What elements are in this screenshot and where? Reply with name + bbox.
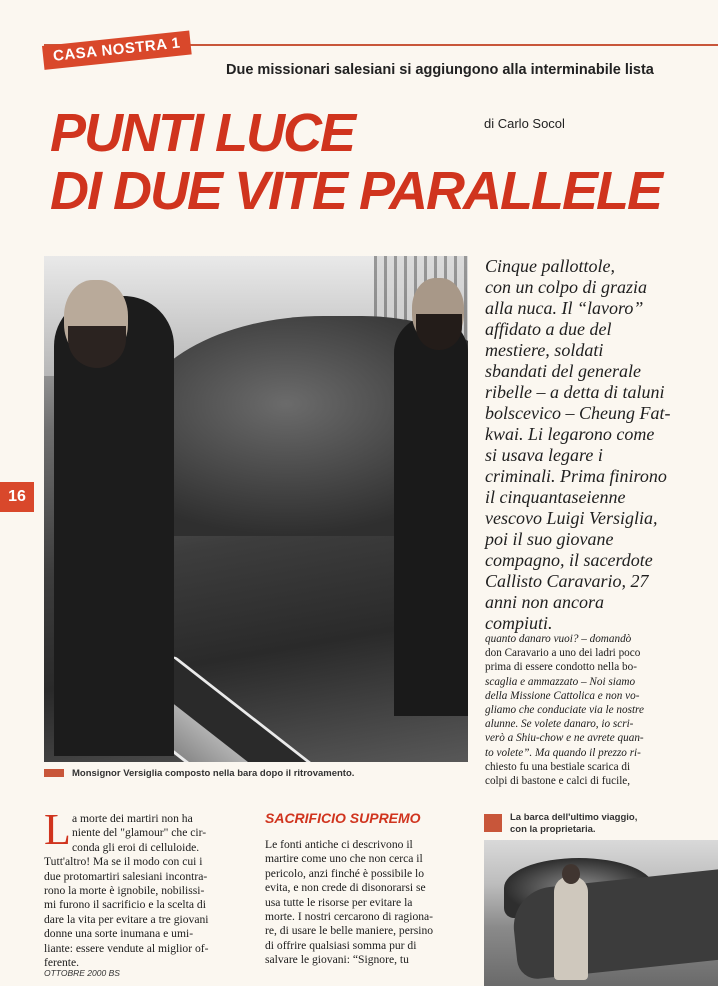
caption-marker — [484, 814, 502, 832]
lead-line: compiuti. — [485, 613, 553, 633]
text-line: morte. I nostri cercarono di ragiona- — [265, 910, 434, 924]
text-line: mi furono il sacrificio e la scelta di — [44, 898, 206, 912]
text-line: to volete”. Ma quando il prezzo ri- — [485, 746, 641, 759]
text-line: liante: essere vendute al miglior of- — [44, 941, 209, 955]
text-line: ferente. — [44, 956, 80, 970]
lead-line: mestiere, soldati — [485, 340, 604, 360]
text-line: re, di usare le belle maniere, persino — [265, 924, 434, 938]
lead-line: criminali. Prima finirono — [485, 466, 667, 486]
text-line: verò a Shiu-chow e ne avrete quan- — [485, 732, 644, 745]
lead-line: si usava legare i — [485, 445, 603, 465]
text-line: gliamo che conduciate via le nostre — [485, 704, 644, 717]
boat-woman-head — [562, 864, 580, 884]
section-kicker: CASA NOSTRA 1 — [42, 31, 192, 70]
subtitle: Due missionari salesiani si aggiungono alla interminabile lista — [226, 62, 654, 78]
boat-woman — [554, 876, 588, 980]
text-line: dare la vita per evitare a tre giovani — [44, 912, 209, 926]
text-line: rono la morte è ignobile, nobilissi- — [44, 884, 205, 898]
lead-line: affidato a due del — [485, 319, 612, 339]
column-1-text — [44, 812, 244, 970]
lead-line: ribelle – a detta di taluni — [485, 382, 665, 402]
lead-line: poi il suo giovane — [485, 529, 614, 549]
section-heading: SACRIFICIO SUPREMO — [265, 810, 421, 826]
text-line: pericolo, anzi finché è possibile lo — [265, 866, 425, 880]
boat-caption-line-1: La barca dell'ultimo viaggio, — [510, 812, 638, 823]
text-line: donne una sorte inumana e umi- — [44, 927, 194, 941]
text-line: salvare le giovani: “Signore, tu — [265, 953, 409, 967]
text-line: Le fonti antiche ci descrivono il — [265, 838, 413, 851]
page-footer: OTTOBRE 2000 BS — [44, 968, 120, 978]
text-line: scaglia e ammazzato – Noi siamo — [485, 675, 636, 688]
column-2-text — [265, 838, 475, 968]
title-line-2: DI DUE VITE PARALLELE — [50, 161, 662, 221]
text-line: Tutt'altro! Ma se il modo con cui i — [44, 855, 203, 869]
text-line: niente del "glamour" che cir- — [72, 826, 207, 840]
boat-caption-line-2: con la proprietaria. — [510, 823, 596, 835]
lead-line: con un colpo di grazia — [485, 277, 647, 297]
text-line: don Caravario a uno dei ladri poco — [485, 647, 641, 660]
page-number: 16 — [0, 482, 34, 512]
text-line: alunne. Se volete danaro, io scri- — [485, 718, 634, 731]
lead-line: kwai. Li legarono come — [485, 424, 655, 444]
boat-photo-caption — [484, 812, 637, 835]
lead-line: bolscevico – Cheung Fat- — [485, 403, 671, 423]
byline: di Carlo Socol — [484, 116, 565, 131]
lead-line: compagno, il sacerdote — [485, 550, 653, 570]
lead-line: il cinquantaseienne — [485, 487, 626, 507]
text-line: colpi di bastone e calci di fucile, — [485, 775, 631, 788]
text-line: due protomartiri salesiani incontra- — [44, 869, 208, 883]
text-line: prima di essere condotto nella bo- — [485, 661, 637, 674]
text-line: di offrire qualsiasi somma pur di — [265, 938, 417, 952]
text-line: a morte dei martiri non ha — [72, 812, 193, 825]
lead-line: anni non ancora — [485, 592, 604, 612]
drop-cap: L — [44, 805, 71, 854]
main-photo-caption: Monsignor Versiglia composto nella bara dopo il ritrovamento. — [44, 768, 354, 779]
boat-photo — [484, 840, 718, 986]
article-title — [50, 104, 661, 220]
title-line-1: PUNTI LUCE — [50, 103, 354, 163]
lead-line: sbandati del generale — [485, 361, 641, 381]
main-photo — [44, 256, 468, 762]
text-line: martire come uno che non cerca il — [265, 852, 423, 866]
text-line: della Missione Cattolica e non vo- — [485, 689, 640, 702]
text-line: usa tutte le risorse per evitare la — [265, 895, 413, 909]
lead-line: Cinque pallottole, — [485, 256, 615, 276]
caption-marker — [44, 769, 64, 777]
lead-paragraph — [485, 256, 710, 634]
text-line: quanto danaro vuoi? – domandò — [485, 633, 632, 645]
lead-line: alla nuca. Il “lavoro” — [485, 298, 644, 318]
lead-line: vescovo Luigi Versiglia, — [485, 508, 658, 528]
right-column-text — [485, 632, 711, 788]
lead-line: Callisto Caravario, 27 — [485, 571, 649, 591]
text-line: chiesto fu una bestiale scarica di — [485, 760, 631, 773]
text-line: evita, e non crede di disonorarsi se — [265, 881, 426, 895]
photo-priest-left — [54, 296, 174, 756]
photo-priest-right — [394, 316, 468, 716]
text-line: conda gli eroi di celluloide. — [72, 840, 200, 854]
